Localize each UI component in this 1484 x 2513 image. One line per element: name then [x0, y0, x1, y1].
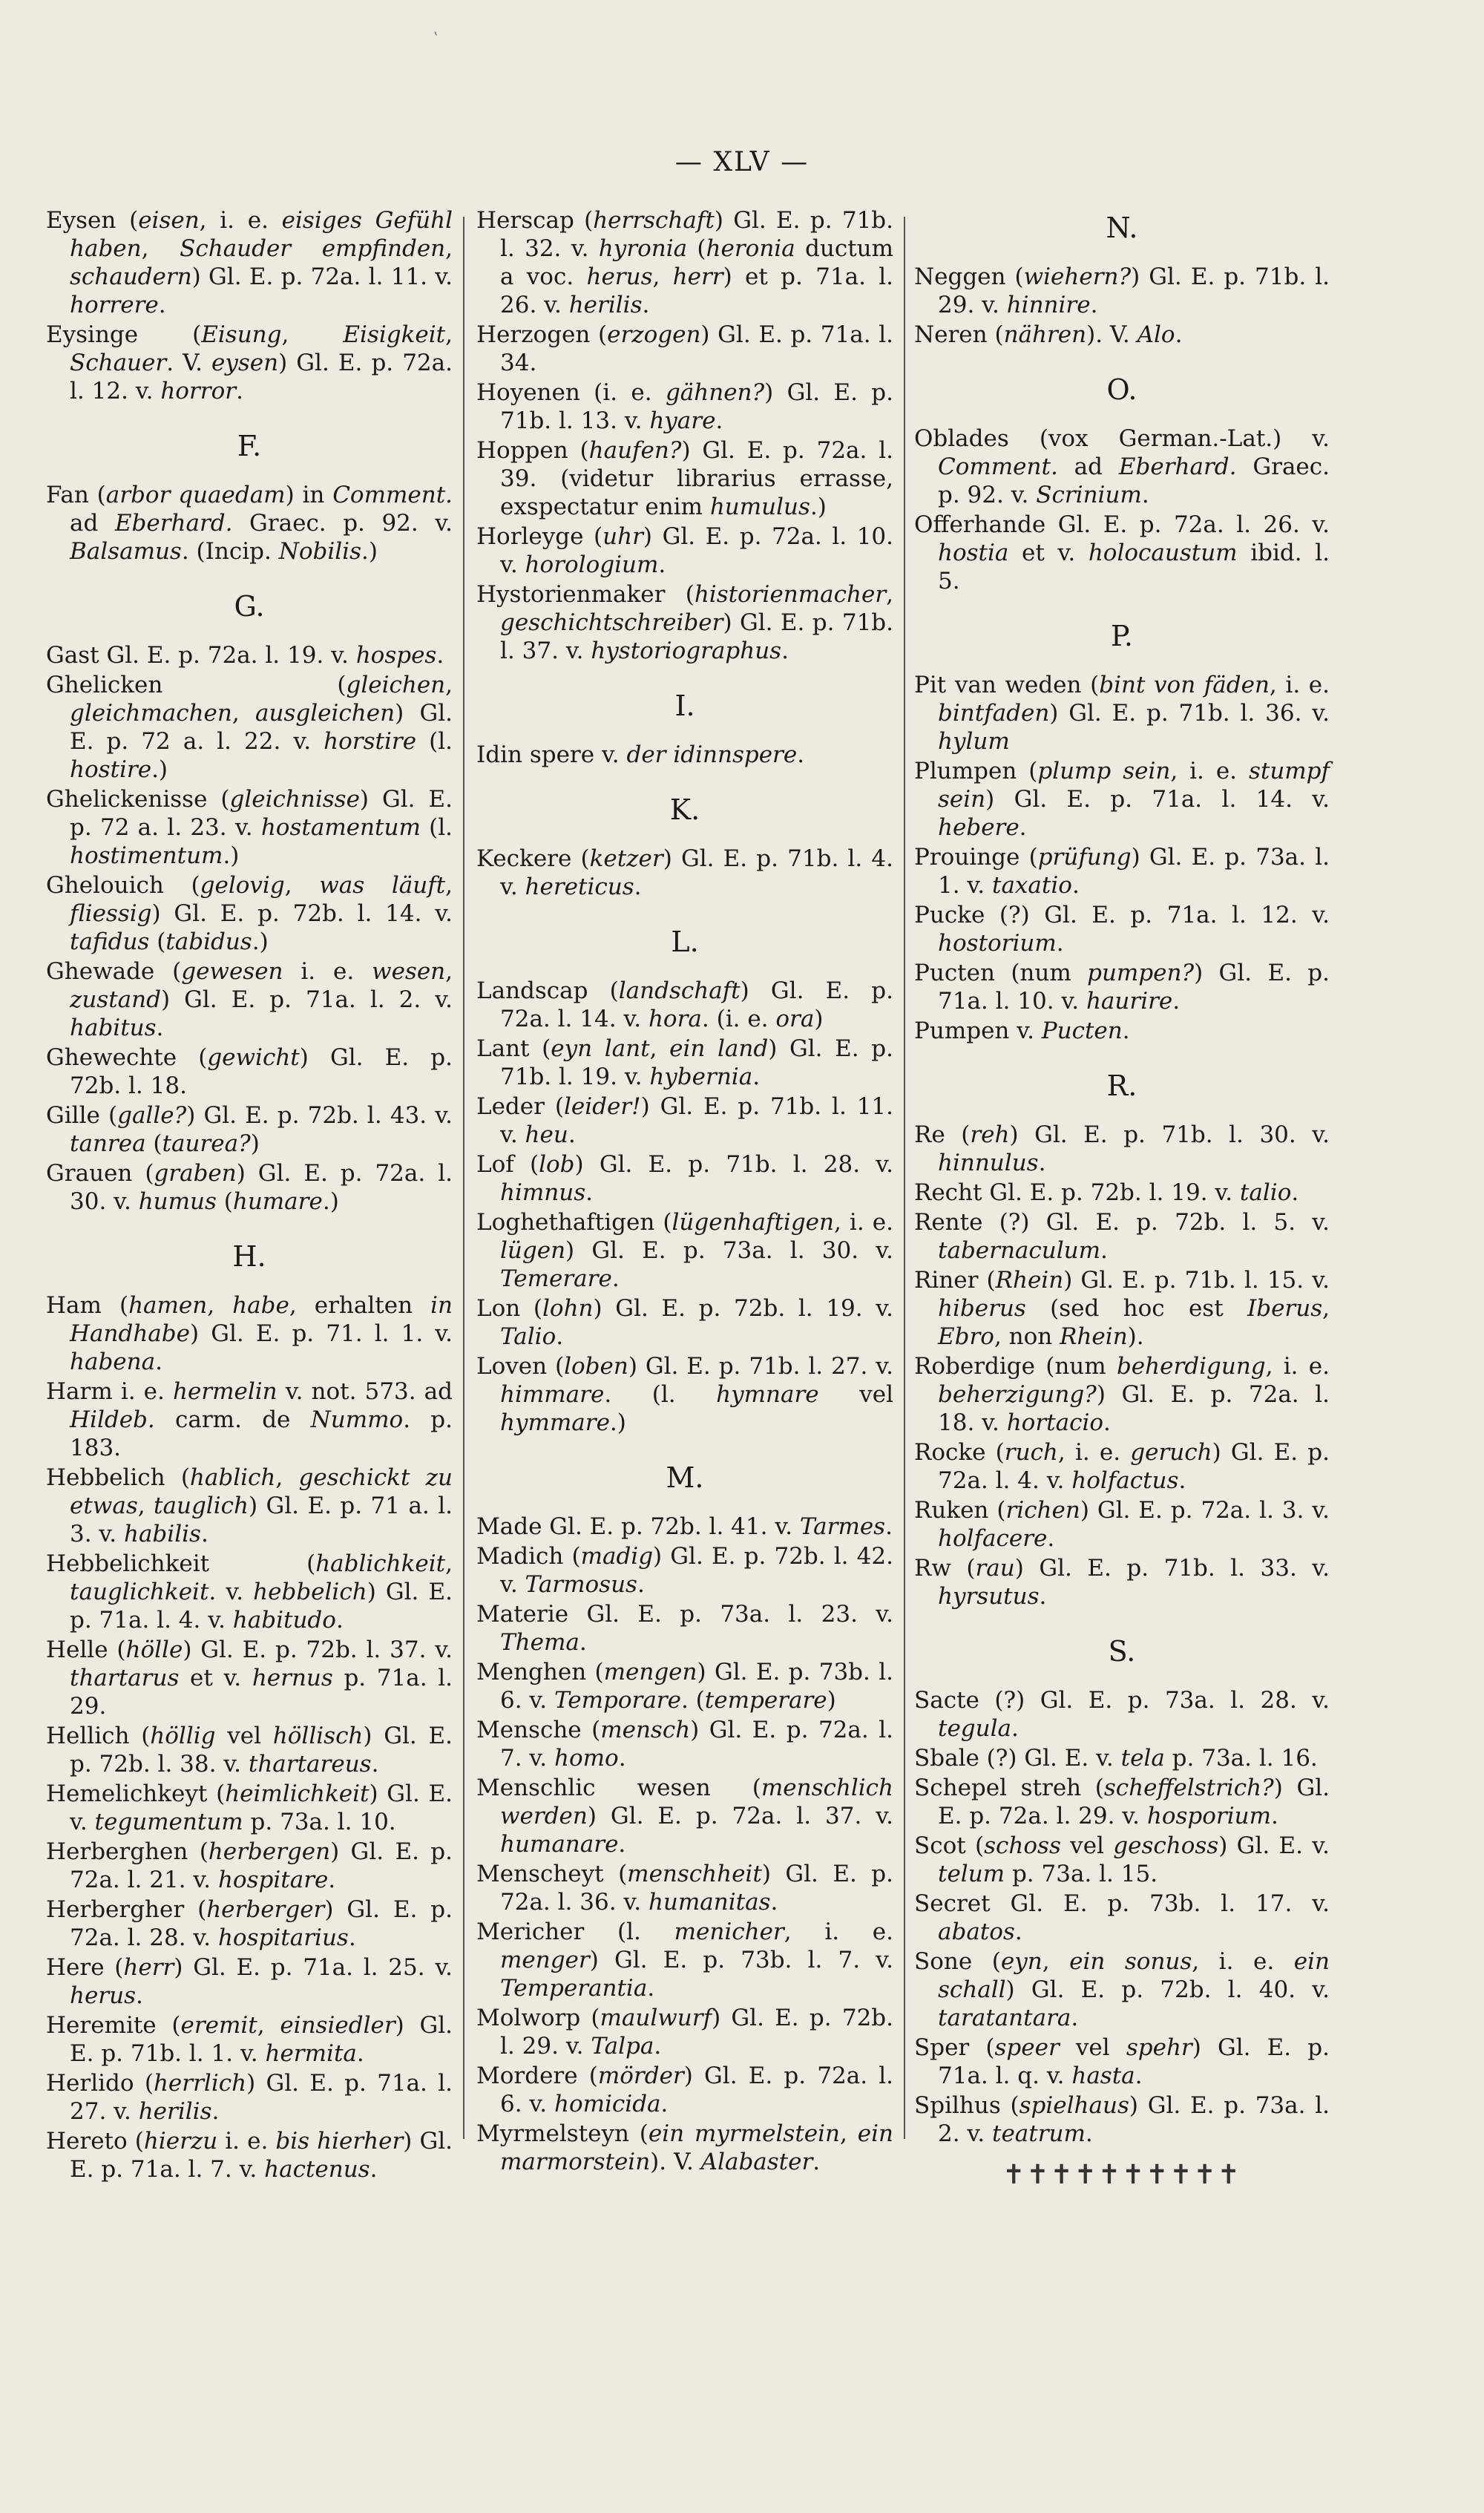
glossary-entry: Idin spere v. der idinnspere. [476, 741, 805, 768]
glossary-entry: Mensche (mensch) Gl. E. p. 72a. l. 7. v. homo. [476, 1717, 893, 1772]
glossary-entry: Molworp (maulwurf) Gl. E. p. 72b. l. 29. v. Talpa. [476, 2005, 893, 2060]
glossary-entry: Ruken (richen) Gl. E. p. 72a. l. 3. v. holfacere. [914, 1497, 1330, 1552]
glossary-entry: Eysinge (Eisung, Eisigkeit, Schauer. V. eysen) Gl. E. p. 72a. l. 12. v. horror. [46, 321, 453, 404]
glossary-entry: Landscap (landschaft) Gl. E. p. 72a. l. 14. v. hora. (i. e. ora) [476, 977, 893, 1032]
glossary-entry: Spilhus (spielhaus) Gl. E. p. 73a. l. 2. v. teatrum. [914, 2092, 1330, 2147]
page-number: — XLV — [674, 147, 810, 177]
column-divider [463, 217, 464, 2139]
glossary-entry: Grauen (graben) Gl. E. p. 72a. l. 30. v. humus (humare.) [46, 1160, 453, 1215]
glossary-entry: Made Gl. E. p. 72b. l. 41. v. Tarmes. [476, 1513, 893, 1540]
section-letter: I. [674, 689, 695, 722]
glossary-entry: Here (herr) Gl. E. p. 71a. l. 25. v. herus. [46, 1954, 453, 2009]
glossary-entry: Rocke (ruch, i. e. geruch) Gl. E. p. 72a. l. 4. v. holfactus. [914, 1439, 1330, 1494]
glossary-entry: Ghewade (gewesen i. e. wesen, zustand) Gl. E. p. 71a. l. 2. v. habitus. [46, 958, 453, 1041]
column-2 [476, 206, 893, 2178]
glossary-entry: Hemelichkeyt (heimlichkeit) Gl. E. v. tegumentum p. 73a. l. 10. [46, 1780, 453, 1835]
glossary-entry: Oblades (vox German.-Lat.) v. Comment. ad Eberhard. Graec. p. 92. v. Scrinium. [914, 425, 1330, 508]
glossary-entry: Gast Gl. E. p. 72a. l. 19. v. hospes. [46, 642, 444, 669]
glossary-entry: Mericher (l. menicher, i. e. menger) Gl. E. p. 73b. l. 7. v. Temperantia. [476, 1919, 894, 2002]
glossary-entry: Helle (hölle) Gl. E. p. 72b. l. 37. v. thartarus et v. hernus p. 71a. l. 29. [46, 1636, 453, 1720]
column-3 [914, 206, 1330, 2189]
glossary-entry: Schepel streh (scheffelstrich?) Gl. E. p. 72a. l. 29. v. hosporium. [914, 1775, 1330, 1829]
glossary-entry: Gille (galle?) Gl. E. p. 72b. l. 43. v. tanrea (taurea?) [46, 1102, 453, 1157]
glossary-entry: Ghelicken (gleichen, gleichmachen, ausgleichen) Gl. E. p. 72 a. l. 22. v. horstire (l. hostire.) [46, 672, 453, 783]
section-letter: O. [1106, 373, 1137, 406]
glossary-entry: Leder (leider!) Gl. E. p. 71b. l. 11. v. heu. [476, 1093, 893, 1148]
section-letter: G. [234, 590, 265, 623]
section-letter: R. [1106, 1069, 1137, 1102]
glossary-entry: Hebbelichkeit (hablichkeit, tauglichkeit. v. hebbelich) Gl. E. p. 71a. l. 4. v. habitudo. [46, 1550, 453, 1634]
end-ornament: ✝✝✝✝✝✝✝✝✝✝ [1002, 2160, 1241, 2190]
glossary-entry: Sbale (?) Gl. E. v. tela p. 73a. l. 16. [914, 1745, 1318, 1772]
glossary-entry: Herberghen (herbergen) Gl. E. p. 72a. l. 21. v. hospitare. [46, 1838, 453, 1893]
glossary-entry: Ghewechte (gewicht) Gl. E. p. 72b. l. 18. [46, 1044, 453, 1099]
glossary-entry: Neggen (wiehern?) Gl. E. p. 71b. l. 29. v. hinnire. [914, 263, 1330, 318]
glossary-entry: Pucke (?) Gl. E. p. 71a. l. 12. v. hostorium. [914, 902, 1330, 957]
glossary-entry: Harm i. e. hermelin v. not. 573. ad Hildeb. carm. de Nummo. p. 183. [46, 1378, 453, 1461]
glossary-entry: Horleyge (uhr) Gl. E. p. 72a. l. 10. v. horologium. [476, 523, 893, 578]
section-letter: F. [237, 430, 262, 462]
glossary-entry: Mordere (mörder) Gl. E. p. 72a. l. 6. v. homicida. [476, 2063, 893, 2117]
column-divider [904, 217, 905, 2139]
glossary-entry: Hoyenen (i. e. gähnen?) Gl. E. p. 71b. l. 13. v. hyare. [476, 379, 893, 434]
glossary-entry: Lon (lohn) Gl. E. p. 72b. l. 19. v. Talio. [476, 1295, 893, 1350]
section-letter: S. [1108, 1635, 1136, 1668]
section-letter: M. [666, 1461, 704, 1494]
glossary-entry: Neren (nähren). V. Alo. [914, 321, 1183, 348]
glossary-entry: Recht Gl. E. p. 72b. l. 19. v. talio. [914, 1179, 1299, 1206]
glossary-entry: Sper (speer vel spehr) Gl. E. p. 71a. l. q. v. hasta. [914, 2034, 1330, 2089]
glossary-entry: Secret Gl. E. p. 73b. l. 17. v. abatos. [914, 1890, 1330, 1945]
glossary-entry: Scot (schoss vel geschoss) Gl. E. v. telum p. 73a. l. 15. [914, 1832, 1330, 1887]
glossary-entry: Herlido (herrlich) Gl. E. p. 71a. l. 27. v. herilis. [46, 2070, 453, 2125]
glossary-entry: Pit van weden (bint von fäden, i. e. bintfaden) Gl. E. p. 71b. l. 36. v. hylum [914, 672, 1330, 755]
glossary-entry: Sone (eyn, ein sonus, i. e. ein schall) Gl. E. p. 72b. l. 40. v. taratantara. [914, 1948, 1330, 2031]
glossary-entry: Hereto (hierzu i. e. bis hierher) Gl. E. p. 71a. l. 7. v. hactenus. [46, 2128, 453, 2183]
glossary-entry: Hystorienmaker (historienmacher, geschichtschreiber) Gl. E. p. 71b. l. 37. v. hystoriographus. [476, 581, 893, 664]
glossary-entry: Hebbelich (hablich, geschickt zu etwas, tauglich) Gl. E. p. 71 a. l. 3. v. habilis. [46, 1464, 453, 1547]
glossary-entry: Heremite (eremit, einsiedler) Gl. E. p. 71b. l. 1. v. hermita. [46, 2012, 453, 2067]
section-letter: L. [671, 925, 699, 958]
scan-mark: ‛ [433, 30, 439, 48]
glossary-entry: Loven (loben) Gl. E. p. 71b. l. 27. v. himmare. (l. hymnare vel hymmare.) [476, 1353, 893, 1436]
glossary-entry: Rente (?) Gl. E. p. 72b. l. 5. v. tabernaculum. [914, 1209, 1330, 1264]
glossary-entry: Re (reh) Gl. E. p. 71b. l. 30. v. hinnulus. [914, 1121, 1330, 1176]
glossary-entry: Keckere (ketzer) Gl. E. p. 71b. l. 4. v. hereticus. [476, 845, 893, 900]
glossary-entry: Hellich (höllig vel höllisch) Gl. E. p. 72b. l. 38. v. thartareus. [46, 1723, 453, 1778]
section-letter: P. [1111, 620, 1133, 652]
glossary-entry: Lant (eyn lant, ein land) Gl. E. p. 71b. l. 19. v. hybernia. [476, 1035, 893, 1090]
glossary-entry: Menschlic wesen (menschlich werden) Gl. E. p. 72a. l. 37. v. humanare. [476, 1775, 893, 1858]
glossary-entry: Rw (rau) Gl. E. p. 71b. l. 33. v. hyrsutus. [914, 1555, 1330, 1610]
glossary-entry: Menscheyt (menschheit) Gl. E. p. 72a. l. 36. v. humanitas. [476, 1861, 893, 1916]
glossary-entry: Ghelouich (gelovig, was läuft, fliessig) Gl. E. p. 72b. l. 14. v. tafidus (tabidus.) [46, 872, 453, 955]
glossary-entry: Roberdige (num beherdigung, i. e. beherzigung?) Gl. E. p. 72a. l. 18. v. hortacio. [914, 1353, 1330, 1436]
glossary-entry: Offerhande Gl. E. p. 72a. l. 26. v. hostia et v. holocaustum ibid. l. 5. [914, 511, 1330, 594]
glossary-entry: Ghelickenisse (gleichnisse) Gl. E. p. 72 a. l. 23. v. hostamentum (l. hostimentum.) [46, 786, 453, 869]
glossary-entry: Prouinge (prüfung) Gl. E. p. 73a. l. 1. v. taxatio. [914, 844, 1330, 899]
glossary-entry: Eysen (eisen, i. e. eisiges Gefühl haben, Schauder empfinden, schaudern) Gl. E. p. 72a. l. 11. v. horrere. [46, 207, 453, 318]
glossary-entry: Materie Gl. E. p. 73a. l. 23. v. Thema. [476, 1601, 893, 1656]
section-letter: K. [669, 793, 700, 826]
glossary-entry: Plumpen (plump sein, i. e. stumpf sein) Gl. E. p. 71a. l. 14. v. hebere. [914, 758, 1330, 841]
column-1 [46, 206, 453, 2185]
glossary-entry: Herscap (herrschaft) Gl. E. p. 71b. l. 32. v. hyronia (heronia ductum a voc. herus, herr) et p. 71a. l. 26. v. herilis. [476, 207, 894, 318]
glossary-entry: Myrmelsteyn (ein myrmelstein, ein marmorstein). V. Alabaster. [476, 2120, 893, 2175]
glossary-entry: Madich (madig) Gl. E. p. 72b. l. 42. v. Tarmosus. [476, 1543, 893, 1598]
glossary-entry: Sacte (?) Gl. E. p. 73a. l. 28. v. tegula. [914, 1687, 1330, 1742]
glossary-entry: Pumpen v. Pucten. [914, 1018, 1130, 1044]
glossary-entry: Pucten (num pumpen?) Gl. E. p. 71a. l. 10. v. haurire. [914, 960, 1330, 1015]
glossary-entry: Ham (hamen, habe, erhalten in Handhabe) Gl. E. p. 71. l. 1. v. habena. [46, 1292, 453, 1375]
glossary-entry: Riner (Rhein) Gl. E. p. 71b. l. 15. v. hiberus (sed hoc est Iberus, Ebro, non Rhein). [914, 1267, 1330, 1350]
glossary-entry: Lof (lob) Gl. E. p. 71b. l. 28. v. himnus. [476, 1151, 893, 1206]
glossary-entry: Herbergher (herberger) Gl. E. p. 72a. l. 28. v. hospitarius. [46, 1896, 453, 1951]
section-letter: H. [232, 1240, 266, 1273]
glossary-entry: Hoppen (haufen?) Gl. E. p. 72a. l. 39. (videtur librarius errasse, exspectatur enim humulus.) [476, 437, 893, 520]
glossary-entry: Herzogen (erzogen) Gl. E. p. 71a. l. 34. [476, 321, 893, 376]
glossary-entry: Loghethaftigen (lügenhaftigen, i. e. lügen) Gl. E. p. 73a. l. 30. v. Temerare. [476, 1209, 893, 1292]
section-letter: N. [1106, 212, 1138, 244]
glossary-entry: Menghen (mengen) Gl. E. p. 73b. l. 6. v. Temporare. (temperare) [476, 1659, 893, 1714]
glossary-entry: Fan (arbor quaedam) in Comment. ad Eberhard. Graec. p. 92. v. Balsamus. (Incip. Nobilis.) [46, 482, 453, 565]
